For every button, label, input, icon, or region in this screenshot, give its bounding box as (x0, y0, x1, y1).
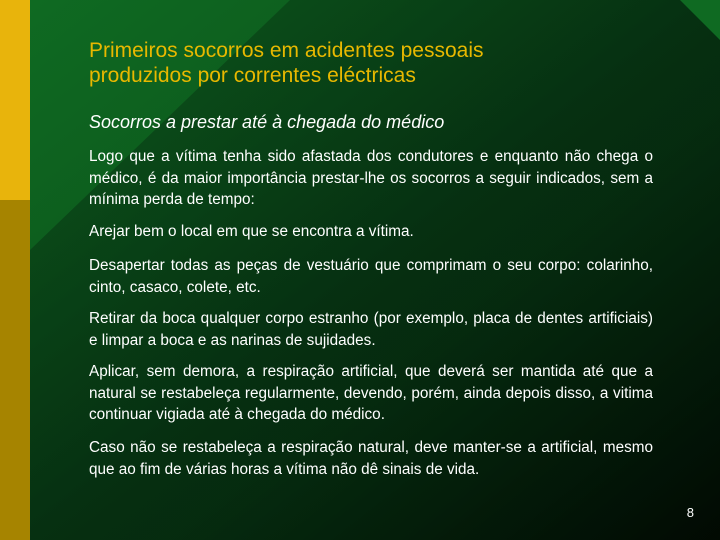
paragraph-arejar: Arejar bem o local em que se encontra a vítima. (89, 223, 414, 240)
slide-subtitle: Socorros a prestar até à chegada do médico (89, 112, 445, 132)
page-number: 8 (686, 505, 694, 520)
slide-content (89, 38, 683, 478)
title-line-2: produzidos por correntes eléctricas (89, 64, 416, 87)
paragraph-desapertar: Desapertar todas as peças de vestuário que comprimam o seu corpo: colarinho, cinto, casaco, colete, etc. (89, 257, 653, 296)
title-line-1: Primeiros socorros em acidentes pessoais (89, 39, 484, 62)
paragraph-intro: Logo que a vítima tenha sido afastada dos condutores e enquanto não chega o médico, é da maior importância prestar-lhe os socorros a seguir indicados, sem a mínima perda de tempo: (89, 148, 653, 208)
paragraph-caso: Caso não se restabeleça a respiração natural, deve manter-se a artificial, mesmo que ao fim de várias horas a vítima não dê sinais de vida. (89, 439, 653, 478)
gold-bar-top (0, 0, 30, 200)
paragraph-retirar: Retirar da boca qualquer corpo estranho (por exemplo, placa de dentes artificiais) e limpar a boca e as narinas de sujidades. (89, 310, 653, 349)
paragraph-aplicar: Aplicar, sem demora, a respiração artificial, que deverá ser mantida até que a natural se restabeleça regularmente, devendo, porém, ainda depois disso, a vitima continuar vigiada até à chegada do médico. (89, 363, 653, 423)
slide-title (89, 38, 683, 88)
gold-bar-bottom (0, 200, 30, 540)
